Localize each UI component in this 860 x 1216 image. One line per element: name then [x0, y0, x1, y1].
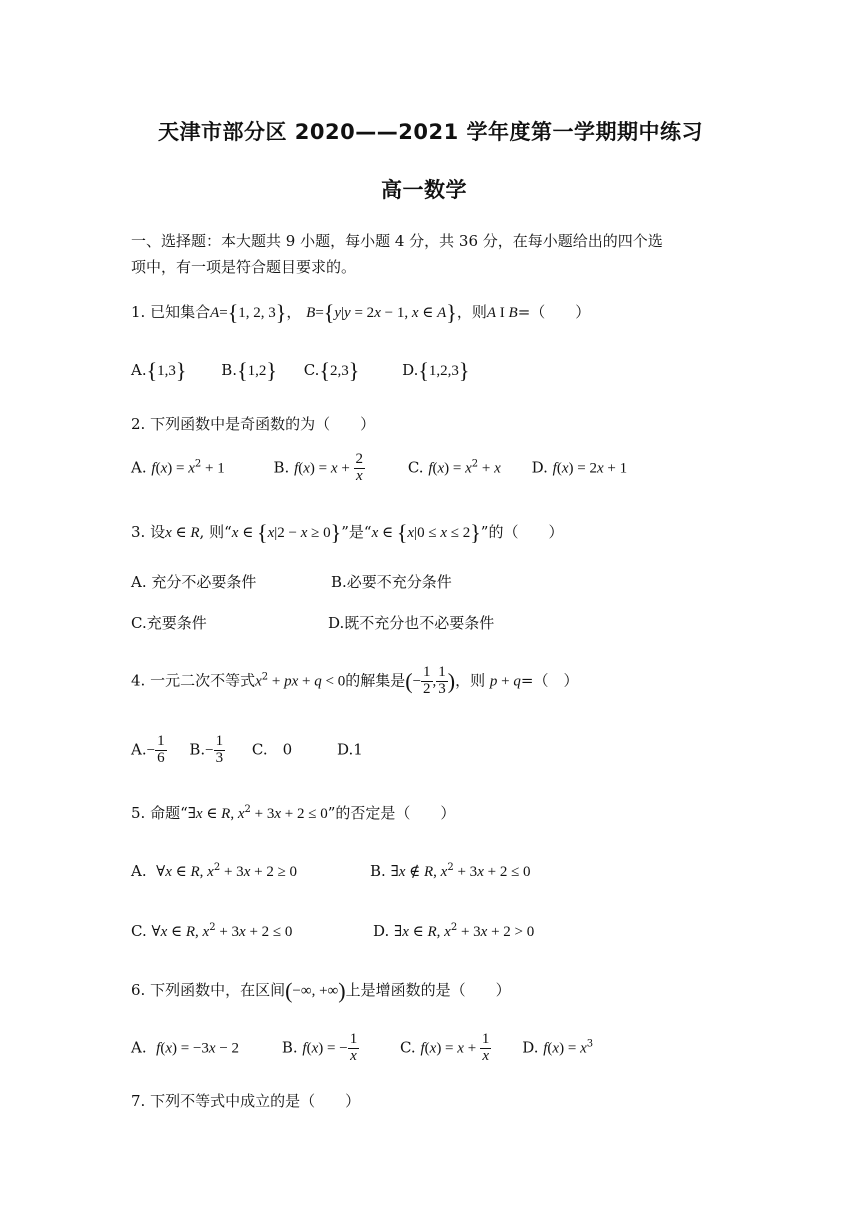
question-4: 4. 一元二次不等式$x^2$ + px + q < 0的解集是(− $\frac{1}{2}$ , $\frac{1}{3}$ )，则 p + q=（ ） [131, 664, 579, 697]
question-3: 3. 设x ∈ R, 则“x ∈ {x|2 − x ≥ 0}”是“x ∈ {x|0 ≤ x ≤ 2}”的（ ） [131, 520, 564, 545]
question-7: 7. 下列不等式中成立的是（ ） [131, 1092, 361, 1110]
question-2-options: A. $f(x) = x^2 + 1$ B. f(x) = x + $\frac{2}{x}$ C. $f(x) = x^2 + x$ D. f(x) = 2x + 1 [131, 451, 628, 484]
question-6: 6. 下列函数中，在区间(−∞, +∞)上是增函数的是（ ） [131, 978, 511, 1003]
section-intro-line2: 项中，有一项是符合题目要求的。 [131, 258, 357, 276]
question-3-option-b: B.必要不充分条件 [331, 573, 452, 591]
question-1-options: A.{1,3} B.{1,2} C.{2,3} D.{1,2,3} [131, 358, 470, 383]
question-5: 5. 命题“∃x ∈ R, $x^2 + 3x + 2 \le 0$”的否定是（ ） [131, 804, 456, 822]
section-intro-line1: 一、选择题：本大题共 9 小题，每小题 4 分，共 36 分，在每小题给出的四个选 [131, 232, 663, 250]
question-3-option-c: C.充要条件 [131, 614, 207, 632]
page-title: 天津市部分区 2020——2021 学年度第一学期期中练习 [158, 120, 704, 144]
question-3-option-a: A. 充分不必要条件 [131, 573, 257, 591]
question-5-option-a: A. ∀x ∈ R, $x^2 + 3x + 2 \ge 0$ [131, 862, 298, 880]
question-2: 2. 下列函数中是奇函数的为（ ） [131, 415, 376, 433]
question-5-option-d: D. ∃x ∈ R, $x^2 + 3x + 2 > 0$ [373, 922, 535, 940]
question-5-option-c: C. ∀x ∈ R, $x^2 + 3x + 2 \le 0$ [131, 922, 293, 940]
question-4-options: A.− $\frac{1}{6}$ B.− $\frac{1}{3}$ C. 0 D.1 [131, 733, 363, 766]
question-3-option-d: D.既不充分也不必要条件 [328, 614, 495, 632]
question-5-option-b: B. ∃x ∉ R, $x^2 + 3x + 2 \le 0$ [370, 862, 531, 880]
question-1: 1. 已知集合A={1, 2, 3}， B={y|y = 2x − 1, x ∈ A}，则A I B=（ ） [131, 300, 591, 325]
question-6-options: A. f(x) = −3x − 2 B. f(x) = − $\frac{1}{x}$ C. f(x) = x + $\frac{1}{x}$ D. $f(x) = x^3$ [131, 1031, 594, 1064]
page-subtitle: 高一数学 [381, 178, 467, 202]
